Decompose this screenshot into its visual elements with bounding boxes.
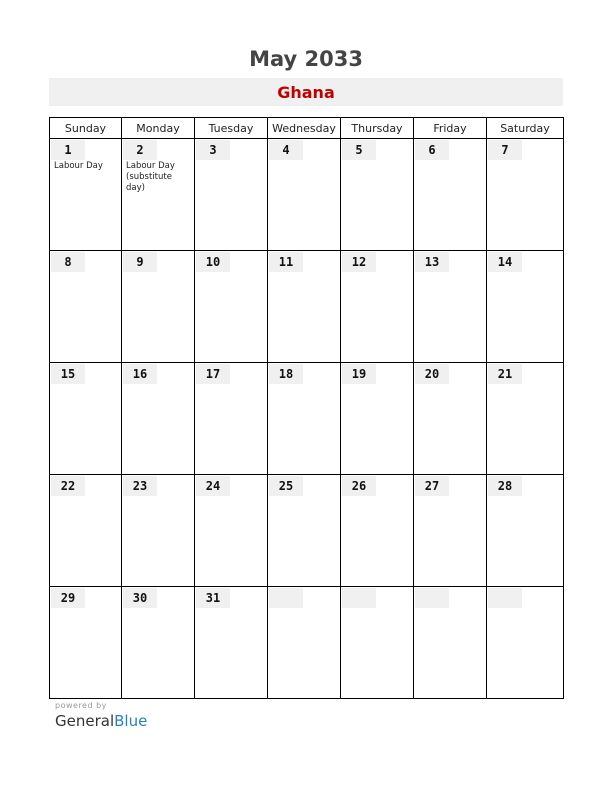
day-number-box (488, 364, 522, 384)
day-number: 20 (424, 367, 440, 381)
day-number: 5 (355, 143, 363, 157)
day-number-box (342, 364, 376, 384)
day-number-box (342, 476, 376, 496)
day-number-box (196, 140, 230, 160)
day-cell (268, 139, 341, 251)
day-number-box (269, 252, 303, 272)
day-number: 6 (428, 143, 436, 157)
day-cell (50, 139, 122, 251)
day-number-box (123, 476, 157, 496)
day-cell (122, 475, 195, 587)
day-cell (268, 251, 341, 363)
day-number: 9 (136, 255, 144, 269)
day-number: 27 (424, 479, 440, 493)
week-row (50, 139, 564, 251)
day-cell (122, 587, 195, 699)
holiday-label: Labour Day (54, 161, 103, 171)
day-cell (268, 475, 341, 587)
day-cell (195, 475, 268, 587)
day-number: 26 (351, 479, 367, 493)
day-number-box (415, 364, 449, 384)
day-number-box (342, 140, 376, 160)
day-number: 2 (136, 143, 144, 157)
day-number: 15 (60, 367, 76, 381)
day-number-box (415, 140, 449, 160)
weekday-header: Wednesday (268, 118, 341, 139)
day-cell (414, 475, 487, 587)
country-name: Ghana (277, 83, 335, 102)
day-cell (268, 587, 341, 699)
day-cell (414, 363, 487, 475)
powered-by-label: powered by (55, 701, 107, 710)
day-cell (487, 139, 564, 251)
week-row (50, 251, 564, 363)
country-banner (49, 78, 563, 106)
day-cell (487, 251, 564, 363)
weekday-header: Sunday (50, 118, 122, 139)
day-number-box (415, 252, 449, 272)
footer (55, 701, 147, 730)
day-number: 30 (132, 591, 148, 605)
day-number: 23 (132, 479, 148, 493)
day-number-box (196, 252, 230, 272)
day-number-box (269, 588, 303, 608)
day-number-box (488, 252, 522, 272)
weekday-header: Saturday (487, 118, 564, 139)
day-number: 19 (351, 367, 367, 381)
day-number-box (196, 588, 230, 608)
day-cell (122, 251, 195, 363)
day-number: 12 (351, 255, 367, 269)
day-number-box (269, 364, 303, 384)
brand-blue: Blue (114, 712, 148, 730)
weekday-header: Friday (414, 118, 487, 139)
day-number-box (488, 476, 522, 496)
day-number: 18 (278, 367, 294, 381)
day-number: 14 (497, 255, 513, 269)
day-number-box (196, 364, 230, 384)
day-cell (195, 139, 268, 251)
day-number: 1 (64, 143, 72, 157)
day-number: 21 (497, 367, 513, 381)
day-number-box (51, 476, 85, 496)
day-cell (50, 587, 122, 699)
calendar-grid (49, 117, 564, 699)
day-cell (195, 587, 268, 699)
day-number-box (342, 588, 376, 608)
day-number-box (123, 364, 157, 384)
day-number-box (415, 588, 449, 608)
day-cell (414, 587, 487, 699)
day-number: 17 (205, 367, 221, 381)
day-cell (487, 587, 564, 699)
day-number-box (51, 252, 85, 272)
day-number: 8 (64, 255, 72, 269)
day-number: 4 (282, 143, 290, 157)
brand-general: General (55, 712, 115, 730)
day-cell (414, 251, 487, 363)
day-number: 3 (209, 143, 217, 157)
day-cell (122, 363, 195, 475)
day-cell (122, 139, 195, 251)
day-cell (341, 475, 414, 587)
weekday-header: Tuesday (195, 118, 268, 139)
day-number-box (51, 140, 85, 160)
day-cell (341, 363, 414, 475)
day-number: 25 (278, 479, 294, 493)
day-number: 31 (205, 591, 221, 605)
day-number: 22 (60, 479, 76, 493)
day-number: 11 (278, 255, 294, 269)
day-number-box (123, 588, 157, 608)
day-number: 29 (60, 591, 76, 605)
day-cell (341, 587, 414, 699)
day-number-box (123, 252, 157, 272)
day-cell (487, 363, 564, 475)
day-cell (341, 251, 414, 363)
brand-logo (55, 712, 147, 730)
day-cell (195, 251, 268, 363)
weekday-header: Thursday (341, 118, 414, 139)
day-number: 24 (205, 479, 221, 493)
day-cell (50, 475, 122, 587)
holiday-label: Labour Day (substitute day) (126, 161, 175, 193)
page-title: May 2033 (249, 47, 363, 71)
weekday-header-row (50, 118, 564, 139)
week-row (50, 475, 564, 587)
day-cell (50, 251, 122, 363)
day-number: 13 (424, 255, 440, 269)
day-cell (414, 139, 487, 251)
day-number: 10 (205, 255, 221, 269)
day-number-box (51, 364, 85, 384)
day-number-box (488, 588, 522, 608)
weekday-header: Monday (122, 118, 195, 139)
day-number: 28 (497, 479, 513, 493)
day-cell (487, 475, 564, 587)
day-number-box (488, 140, 522, 160)
day-number-box (51, 588, 85, 608)
day-number-box (123, 140, 157, 160)
day-number: 16 (132, 367, 148, 381)
day-number-box (415, 476, 449, 496)
day-number-box (342, 252, 376, 272)
day-number-box (269, 476, 303, 496)
week-row (50, 587, 564, 699)
day-cell (268, 363, 341, 475)
day-cell (50, 363, 122, 475)
day-number-box (269, 140, 303, 160)
day-number-box (196, 476, 230, 496)
day-cell (195, 363, 268, 475)
week-row (50, 363, 564, 475)
day-cell (341, 139, 414, 251)
day-number: 7 (501, 143, 509, 157)
